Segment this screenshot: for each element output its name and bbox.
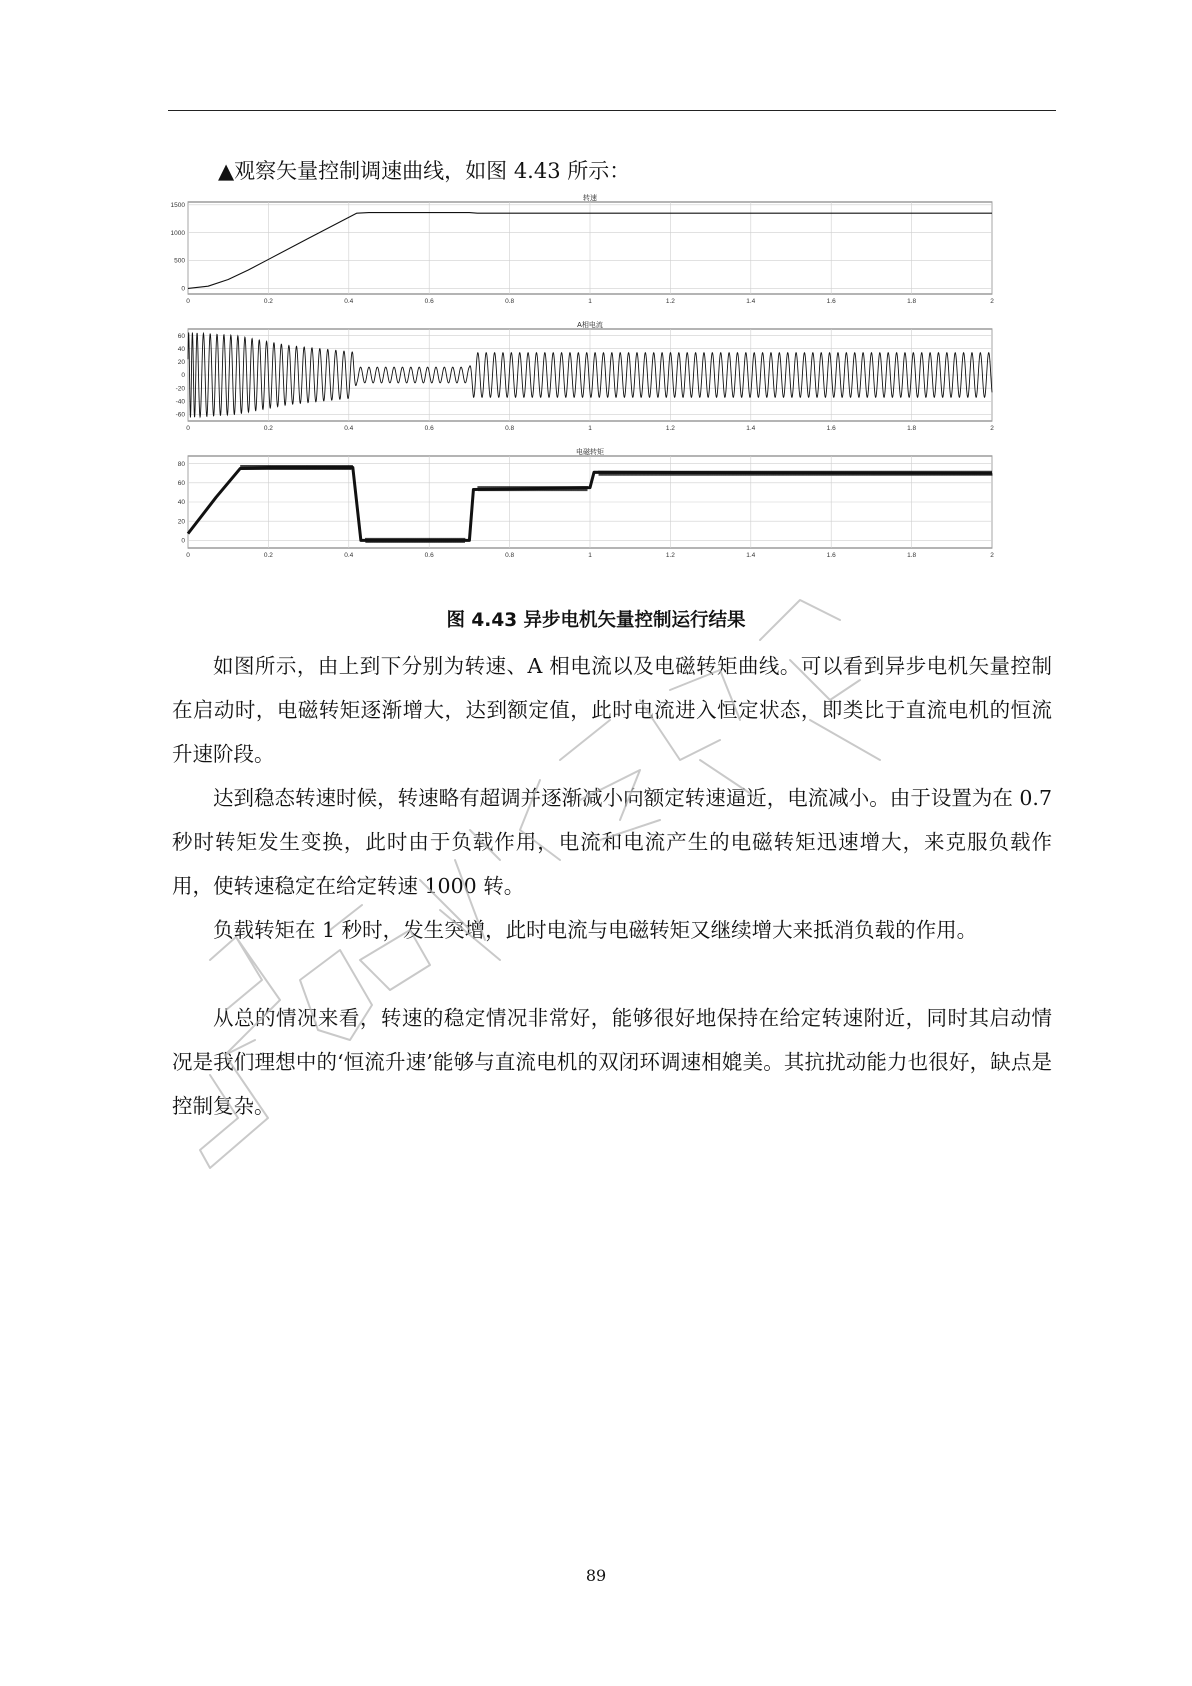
y-tick-label: 1000 xyxy=(170,229,185,237)
y-tick-label: -20 xyxy=(175,385,185,393)
y-tick-label: 0 xyxy=(181,285,185,293)
x-tick-label: 1 xyxy=(588,552,592,559)
x-tick-label: 0.8 xyxy=(505,298,515,305)
y-tick-label: 500 xyxy=(174,257,185,265)
y-tick-label: -60 xyxy=(175,411,185,419)
y-tick-label: 20 xyxy=(177,518,185,526)
intro-line: ▲观察矢量控制调速曲线，如图 4.43 所示： xyxy=(218,159,631,183)
x-tick-label: 0.4 xyxy=(344,298,354,305)
y-tick-label: 0 xyxy=(181,537,185,545)
x-tick-label: 0.6 xyxy=(424,552,434,559)
x-tick-label: 1.2 xyxy=(665,425,675,432)
x-tick-label: 0.2 xyxy=(263,425,273,432)
y-tick-label: 20 xyxy=(177,359,185,367)
x-tick-label: 0.8 xyxy=(505,425,515,432)
x-tick-label: 0.2 xyxy=(263,298,273,305)
x-tick-label: 0.2 xyxy=(263,552,273,559)
x-tick-label: 1.4 xyxy=(746,552,756,559)
panel-2-title: A相电流 xyxy=(577,322,603,329)
y-tick-label: 40 xyxy=(177,345,185,353)
x-tick-label: 1 xyxy=(588,425,592,432)
x-tick-label: 1.8 xyxy=(907,552,917,559)
y-tick-label: -40 xyxy=(175,398,185,406)
y-tick-label: 0 xyxy=(181,372,185,380)
paragraph-1: 如图所示，由上到下分别为转速、A 相电流以及电磁转矩曲线。可以看到异步电机矢量控制在启动时，电磁转矩逐渐增大，达到额定值，此时电流进入恒定状态，即类比于直流电机的恒流升速阶段。 xyxy=(172,654,1052,766)
x-tick-label: 2 xyxy=(990,425,994,432)
figure-4-43 xyxy=(160,192,1060,600)
x-tick-label: 1.2 xyxy=(665,552,675,559)
x-tick-label: 0.6 xyxy=(424,298,434,305)
x-tick-label: 0.4 xyxy=(344,552,354,559)
x-tick-label: 0 xyxy=(186,552,190,559)
paragraph-3: 负载转矩在 1 秒时，发生突增，此时电流与电磁转矩又继续增大来抵消负载的作用。 xyxy=(213,918,978,942)
y-tick-label: 60 xyxy=(177,332,185,340)
y-tick-label: 60 xyxy=(177,480,185,488)
x-tick-label: 0 xyxy=(186,298,190,305)
x-tick-label: 1.4 xyxy=(746,298,756,305)
paragraph-2: 达到稳态转速时候，转速略有超调并逐渐减小向额定转速逼近，电流减小。由于设置为在 0.7 秒时转矩发生变换，此时由于负载作用，电流和电流产生的电磁转矩迅速增大，来克服负载作用，使转速稳定在给定转速 1000 转。 xyxy=(172,786,1052,898)
x-tick-label: 0.6 xyxy=(424,425,434,432)
x-tick-label: 1 xyxy=(588,298,592,305)
x-tick-label: 1.8 xyxy=(907,298,917,305)
x-tick-label: 1.8 xyxy=(907,425,917,432)
x-tick-label: 0.8 xyxy=(505,552,515,559)
paragraph-4: 从总的情况来看，转速的稳定情况非常好，能够很好地保持在给定转速附近，同时其启动情况是我们理想中的‘恒流升速’能够与直流电机的双闭环调速相媲美。其抗扰动能力也很好，缺点是控制复杂。 xyxy=(172,1006,1052,1118)
x-tick-label: 1.6 xyxy=(826,298,836,305)
y-tick-label: 80 xyxy=(177,460,185,468)
x-tick-label: 1.6 xyxy=(826,425,836,432)
x-tick-label: 2 xyxy=(990,298,994,305)
panel-1-title: 转速 xyxy=(583,195,597,202)
page-number: 89 xyxy=(585,1566,607,1585)
x-tick-label: 1.6 xyxy=(826,552,836,559)
header-rule xyxy=(168,110,1056,111)
x-tick-label: 1.2 xyxy=(665,298,675,305)
y-tick-label: 40 xyxy=(177,499,185,507)
panel-3-title: 电磁转矩 xyxy=(576,449,604,456)
x-tick-label: 0 xyxy=(186,425,190,432)
y-tick-label: 1500 xyxy=(170,201,185,209)
x-tick-label: 1.4 xyxy=(746,425,756,432)
x-tick-label: 0.4 xyxy=(344,425,354,432)
x-tick-label: 2 xyxy=(990,552,994,559)
figure-caption: 图 4.43 异步电机矢量控制运行结果 xyxy=(446,610,746,631)
